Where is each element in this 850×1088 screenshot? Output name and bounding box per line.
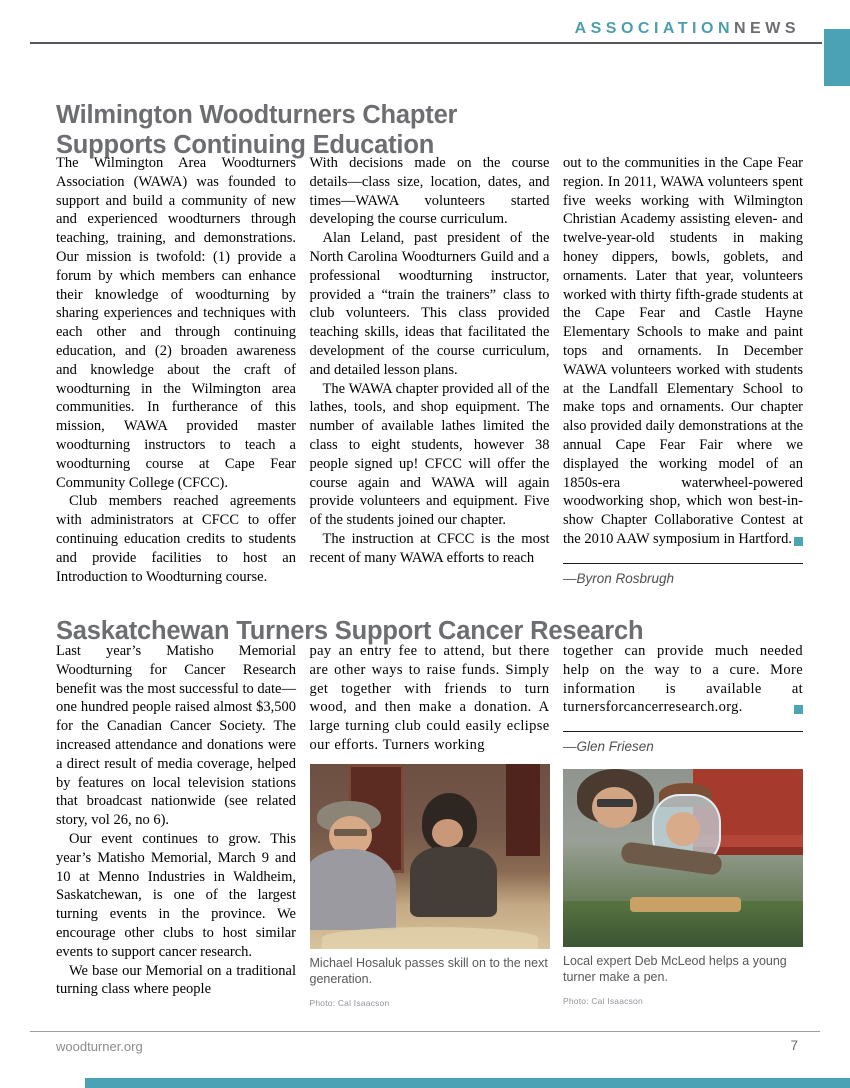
article-2-title: Saskatchewan Turners Support Cancer Research — [56, 617, 644, 646]
photo-shape — [597, 799, 633, 806]
footer-accent-bar — [85, 1078, 850, 1088]
paragraph-text: out to the communities in the Cape Fear region. In 2011, WAWA volunteers spent five weeks working with Wilmington Christian Academy assisting eleven- and twelve-year-old students in making honey dippers, bowls, goblets, and ornaments. Later that year, volunteers worked with thirty fifth-grade students at the Cape Fear and Castle Hayne Elementary Schools to make and paint tops and ornaments. In December WAWA volunteers worked with students at the Landfall Elementary School to make tops and ornaments. Our chapter also provided daily demonstrations at the annual Cape Fear Fair where we displayed the working model of an 1850s-era waterwheel-powered woodworking shop, which won best-in-show Chapter Collaborative Contest at the 2010 AAW symposium in Hartford. — [563, 155, 803, 547]
end-mark — [794, 537, 803, 546]
paragraph: The Wilmington Area Woodturners Association (WAWA) was founded to support and build a community of new and experienced woodturners through teaching, training, and demonstrations. Our mission is twofold: (1) provide a forum by which members can enhance their knowledge of woodturning by sharing experiences and techniques with each other and through continuing education, and (2) broaden awareness and knowledge about the craft of woodturning in the Wilmington area communities. In furtherance of this mission, WAWA provided master woodturning instructors to teach a woodturning course at Cape Fear Community College (CFCC). — [56, 155, 296, 491]
photo-figure-1 — [310, 764, 550, 1008]
article-1-title-line1: Wilmington Woodturners Chapter — [56, 101, 458, 130]
article-2-column-2 — [310, 642, 550, 1008]
article-1-columns — [56, 154, 803, 586]
article-2-columns — [56, 642, 803, 1008]
photo-figure-2 — [563, 769, 803, 1006]
article-1-column-1 — [56, 154, 296, 586]
photo-shape — [310, 849, 396, 930]
photo-michael-hosaluk — [310, 764, 550, 949]
article-2-column-1 — [56, 642, 296, 1008]
footer-rule — [30, 1031, 820, 1032]
kicker-secondary: NEWS — [734, 20, 800, 37]
photo-credit: Photo: Cal Isaacson — [309, 997, 390, 1008]
paragraph-text: together can provide much needed help on the way to a cure. More information is available at turnersforcancerresearch.org. — [563, 643, 803, 716]
photo-deb-mcleod — [563, 769, 803, 947]
paragraph — [563, 154, 803, 549]
paragraph: pay an entry fee to attend, but there are other ways to raise funds. Simply get together with friends to turn wood, and then make a donation. A large turning club could easily eclipse our efforts. Turners working — [309, 643, 550, 753]
paragraph: The WAWA chapter provided all of the lathes, tools, and shop equipment. The number of available lathes limited the class to eight students, however 38 people signed up! CFCC will offer the course again and WAWA will again provide volunteers and equipment. Five of the students joined our chapter. — [309, 380, 550, 529]
article-2-byline: —Glen Friesen — [563, 739, 654, 755]
photo-shape — [322, 927, 538, 949]
photo-caption: Michael Hosaluk passes skill on to the next generation. — [309, 955, 548, 986]
article-1-byline: —Byron Rosbrugh — [563, 570, 675, 586]
paragraph: With decisions made on the course details—class size, location, dates, and times—WAWA volunteers started developing the course curriculum. — [309, 155, 550, 228]
paragraph: We base our Memorial on a traditional turning class where people — [56, 962, 296, 998]
article-1-column-3 — [563, 154, 803, 586]
end-mark — [794, 705, 803, 714]
photo-shape — [410, 847, 496, 917]
footer-website: woodturner.org — [56, 1039, 143, 1054]
page-number: 7 — [790, 1038, 798, 1053]
photo-shape — [592, 787, 638, 828]
photo-credit: Photo: Cal Isaacson — [563, 996, 643, 1007]
section-tab-marker — [824, 29, 850, 86]
photo-shape — [432, 819, 463, 847]
photo-shape — [666, 812, 700, 846]
article-1-column-2 — [310, 154, 550, 586]
paragraph: Last year’s Matisho Memorial Woodturning for Cancer Research benefit was the most successful to date—one hundred people raised almost $3,500 for the Canadian Cancer Society. The increased attendance and donations were a direct result of media coverage, helped by features on local television stations that broadcast nationwide (see related story, vol 26, no 6). — [56, 643, 296, 829]
photo-shape — [630, 897, 740, 911]
header-rule — [30, 42, 822, 44]
kicker-primary: ASSOCIATION — [574, 20, 734, 37]
paragraph: The instruction at CFCC is the most recent of many WAWA efforts to reach — [309, 530, 550, 566]
photo-caption: Local expert Deb McLeod helps a young turner make a pen. — [563, 954, 787, 985]
paragraph — [563, 642, 803, 717]
article-1-title-line2: Supports Continuing Education — [56, 131, 435, 160]
paragraph: Alan Leland, past president of the North Carolina Woodturners Guild and a professional woodturning instructor, provided a “train the trainers” class to club volunteers. This class provided teaching skills, ideas that facilitated the development of the course curriculum, and detailed lesson plans. — [309, 230, 550, 378]
paragraph: Our event continues to grow. This year’s Matisho Memorial, March 9 and 10 at Menno Industries in Waldheim, Saskatchewan, is one of the largest turning events in the province. We encourage other clubs to host similar events to support cancer research. — [56, 830, 296, 960]
photo-shape — [334, 829, 368, 836]
article-1-title — [56, 100, 457, 160]
photo-shape — [506, 764, 540, 857]
section-kicker — [575, 20, 800, 38]
paragraph: Club members reached agreements with administrators at CFCC to offer continuing education credits to students and provide facilities to host an Introduction to Woodturning course. — [56, 493, 296, 585]
article-2-column-3 — [563, 642, 803, 1008]
